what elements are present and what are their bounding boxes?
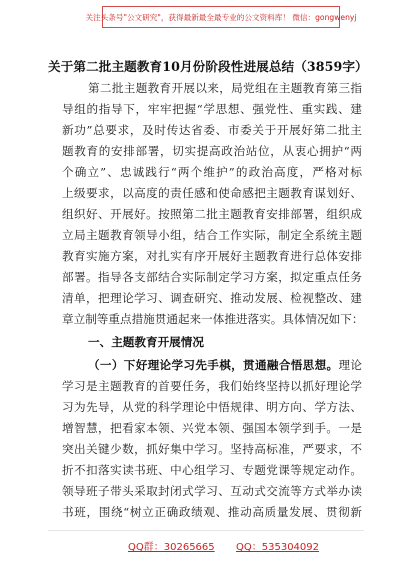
paragraph-line: 习为先导，从党的科学理论中悟规律、明方向、学方法、 <box>62 400 362 414</box>
paragraph-line: 教育实施方案，对扎实有序开展好主题教育进行总体安排 <box>62 249 362 263</box>
paragraph-line: 组织好、开展好。按照第二批主题教育安排部署，组织成 <box>62 207 362 221</box>
subheading-tail: 理论 <box>338 358 362 372</box>
paragraph-line: 学习是主题教育的首要任务，我们始终坚持以抓好理论学 <box>62 379 362 393</box>
paragraph-line: 新功”总要求，及时传达省委、市委关于开展好第二批主 <box>62 123 362 137</box>
paragraph-line: 上级要求，以高度的责任感和使命感把主题教育谋划好、 <box>62 186 362 200</box>
paragraph-line: 个确立”、忠诚践行“两个维护”的政治高度，严格对标 <box>62 165 362 179</box>
paragraph-line: 第二批主题教育开展以来，局党组在主题教育第三指 <box>88 81 362 95</box>
qq-group-link[interactable]: QQ群：30265665 <box>128 542 215 553</box>
paragraph-line: 书班，围绕“树立正确政绩观、推动高质量发展、贯彻新 <box>62 505 362 519</box>
paragraph-line: 立局主题教育领导小组，结合工作实际，制定全系统主题 <box>62 228 362 242</box>
paragraph-line: 折不扣落实读书班、中心组学习、专题党课等规定动作。 <box>62 463 362 477</box>
paragraph-line: 部署。指导各支部结合实际制定学习方案，拟定重点任务 <box>62 270 362 284</box>
paragraph-line: 清单，把理论学习、调查研究、推动发展、检视整改、建 <box>62 291 362 305</box>
section-heading: 一、主题教育开展情况 <box>88 335 204 349</box>
subheading-line <box>88 358 362 372</box>
paragraph-line: 突出关键少数，抓好集中学习。坚持高标准，严要求，不 <box>62 442 362 456</box>
paragraph-line: 题教育的安排部署，切实提高政治站位，从衷心拥护“两 <box>62 144 362 158</box>
header-banner-text: 关注头条号"公文研究"，获得最新最全最专业的公文资料库！ 微信：gongwenyj <box>85 12 357 22</box>
document-title: 关于第二批主题教育10月份阶段性进展总结（3859字） <box>48 59 368 74</box>
paragraph-line: 章立制等重点措施贯通起来一体推进落实。具体情况如下： <box>62 312 364 326</box>
paragraph-line: 增智慧，把看家本领、兴党本领、强国本领学到手。一是 <box>62 421 362 435</box>
paragraph-line: 导组的指导下，牢牢把握“学思想、强党性、重实践、建 <box>62 102 362 116</box>
subheading: （一）下好理论学习先手棋，贯通融合悟思想。 <box>88 358 339 372</box>
paragraph-line: 领导班子带头采取封闭式学习、互动式交流等方式举办读 <box>62 484 362 498</box>
footer-divider <box>48 530 364 531</box>
qq-contact-link[interactable]: QQ：535304092 <box>236 542 320 553</box>
